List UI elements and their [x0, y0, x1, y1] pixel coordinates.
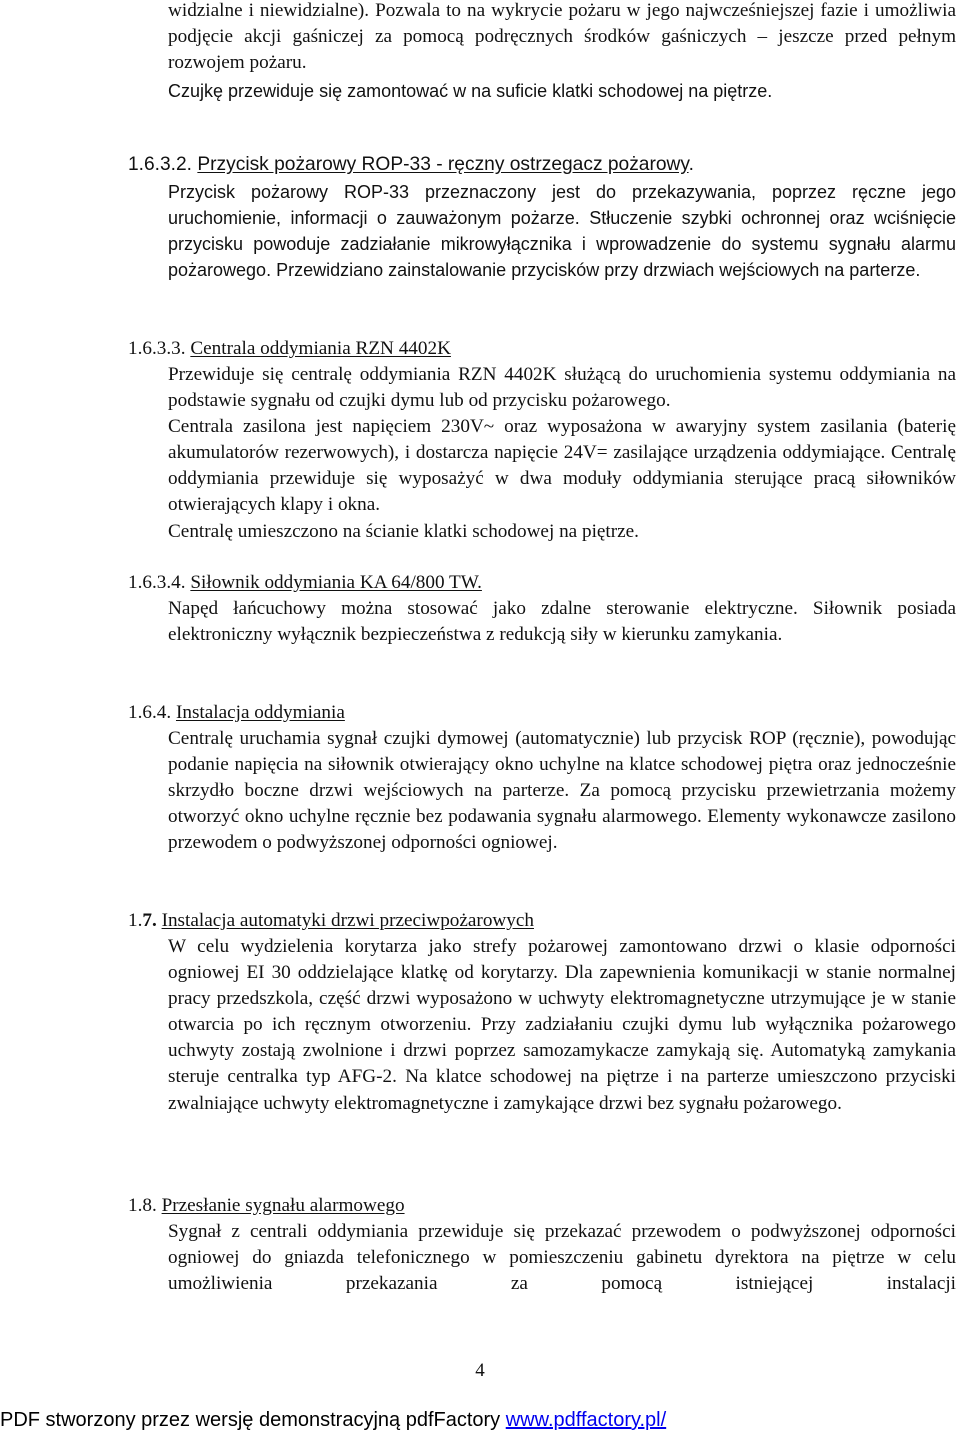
section-heading-1-6-4: [128, 700, 958, 726]
section-number: 1.6.3.3.: [128, 338, 186, 359]
section-number: 1.8.: [128, 1195, 157, 1216]
section-number-plain: 1.: [128, 910, 143, 931]
section-title: Instalacja automatyki drzwi przeciwpożarowych: [161, 910, 534, 931]
section-title: Przesłanie sygnału alarmowego: [161, 1195, 405, 1216]
mounting-note: Czujkę przewiduje się zamontować w na suficie klatki schodowej na piętrze.: [168, 81, 773, 102]
footer-link[interactable]: www.pdffactory.pl/: [505, 1409, 667, 1431]
section-heading-1-6-3-3: [128, 336, 958, 362]
intro-paragraph: widzialne i niewidzialne). Pozwala to na wykrycie pożaru w jego najwcześniejszej fazie i umożliwia podjęcie akcji gaśniczej za pomocą podręcznych środków gaśniczych – jeszcze przed pełnym rozwojem pożaru.: [168, 0, 956, 74]
section-paragraph-1: Przewiduje się centralę oddymiania RZN 4402K służącą do uruchomienia systemu oddymiania na podstawie sygnału od czujki dymu lub od przycisku pożarowego.: [168, 364, 956, 412]
section-number-bold: 7.: [142, 910, 157, 931]
section-paragraph-2: Centrala zasilona jest napięciem 230V~ oraz wyposażona w awaryjny system zasilania (baterię akumulatorów rezerwowych), i dostarcza napięcie 24V= zasilające urządzenia oddymiające. Centralę oddymiania przewiduje się wyposażyć w dwa moduły oddymiania sterujące pracą siłowników otwierających klapy i okna.: [168, 416, 956, 516]
section-paragraph: [168, 179, 956, 283]
section-number: 1.6.3.4.: [128, 572, 186, 593]
paragraph-part-a: Przycisk pożarowy ROP-33 przeznaczony jest do przekazywania, poprzez ręczne jego uruchomienie, informacji o zauważonym pożarze.: [168, 182, 956, 229]
intro-block: [168, 0, 956, 104]
pdf-footer: [0, 1406, 960, 1435]
section-heading-1-6-3-2: [128, 152, 958, 178]
section-body-1-6-3-4: [168, 596, 956, 648]
section-title: Siłownik oddymiania KA 64/800 TW.: [190, 572, 482, 593]
section-paragraph: W celu wydzielenia korytarza jako strefy pożarowej zamontowano drzwi o klasie odporności ogniowej EI 30 oddzielające klatkę od korytarzy. Dla zapewnienia komunikacji w stanie normalnej pracy przedszkola, część drzwi wyposażono w uchwyty elektromagnetyczne utrzymujące je w stanie otwarcia po ich ręcznym otworzeniu. Przy zadziałaniu czujki dymu lub wyłącznika pożarowego uchwyty zostają zwolnione i drzwi poprzez samozamykacze zamykają się. Automatyką zamykania steruje centralka typ AFG-2. Na klatce schodowej na piętrze i na parterze umieszczono przyciski zwalniające uchwyty elektromagnetyczne i zamykające drzwi bez sygnału pożarowego.: [168, 936, 956, 1114]
section-title-suffix: .: [688, 154, 694, 175]
section-paragraph-3: Centralę umieszczono na ścianie klatki schodowej na piętrze.: [168, 520, 639, 542]
section-paragraph: Centralę uruchamia sygnał czujki dymowej (automatycznie) lub przycisk ROP (ręcznie), powodując podanie napięcia na siłownik otwierający okno uchylne na klatce schodowej piętra oraz jednocześnie skrzydło boczne drzwi wejściowych na parterze. Za pomocą przycisku przewietrzania możemy otworzyć okno uchylne ręcznie bez podawania sygnału alarmowego. Elementy wykonawcze zasilono przewodem o podwyższonej odporności ogniowej.: [168, 728, 956, 854]
section-heading-1-8: [128, 1193, 958, 1219]
section-number: 1.6.4.: [128, 702, 172, 723]
section-body-1-6-3-2: [168, 179, 956, 283]
section-number: 1.6.3.2.: [128, 154, 193, 175]
section-body-1-8: [168, 1219, 956, 1297]
section-title: Instalacja oddymiania: [175, 702, 345, 723]
footer-text: PDF stworzony przez wersję demonstracyjną pdfFactory: [0, 1409, 506, 1431]
section-paragraph: Sygnał z centrali oddymiania przewiduje się przekazać przewodem o podwyższonej odporności ogniowej do gniazda telefonicznego w pomieszczeniu gabinetu dyrektora na piętrze w celu umożliwienia przekazania za pomocą istniejącej instalacji: [168, 1221, 956, 1295]
section-paragraph: Napęd łańcuchowy można stosować jako zdalne sterowanie elektryczne. Siłownik posiada elektroniczny wyłącznik bezpieczeństwa z redukcją siły w kierunku zamykania.: [168, 598, 956, 646]
section-heading-1-7: [128, 908, 958, 934]
section-body-1-7: [168, 934, 956, 1117]
section-body-1-6-4: [168, 726, 956, 856]
section-title: Przycisk pożarowy ROP-33 - ręczny ostrzegacz pożarowy: [197, 154, 689, 175]
section-title: Centrala oddymiania RZN 4402K: [190, 338, 451, 359]
paragraph-part-b: Stłuczenie szybki ochronnej oraz wciśnięcie przycisku powoduje zadziałanie mikrowyłącznika i wprowadzenie do systemu sygnału alarmu pożarowego. Przewidziano zainstalowanie przycisków przy drzwiach wejściowych na parterze.: [168, 208, 956, 281]
section-heading-1-6-3-4: [128, 570, 958, 596]
section-number: [128, 910, 157, 931]
page-number: 4: [475, 1360, 485, 1381]
section-body-1-6-3-3: [168, 362, 956, 545]
